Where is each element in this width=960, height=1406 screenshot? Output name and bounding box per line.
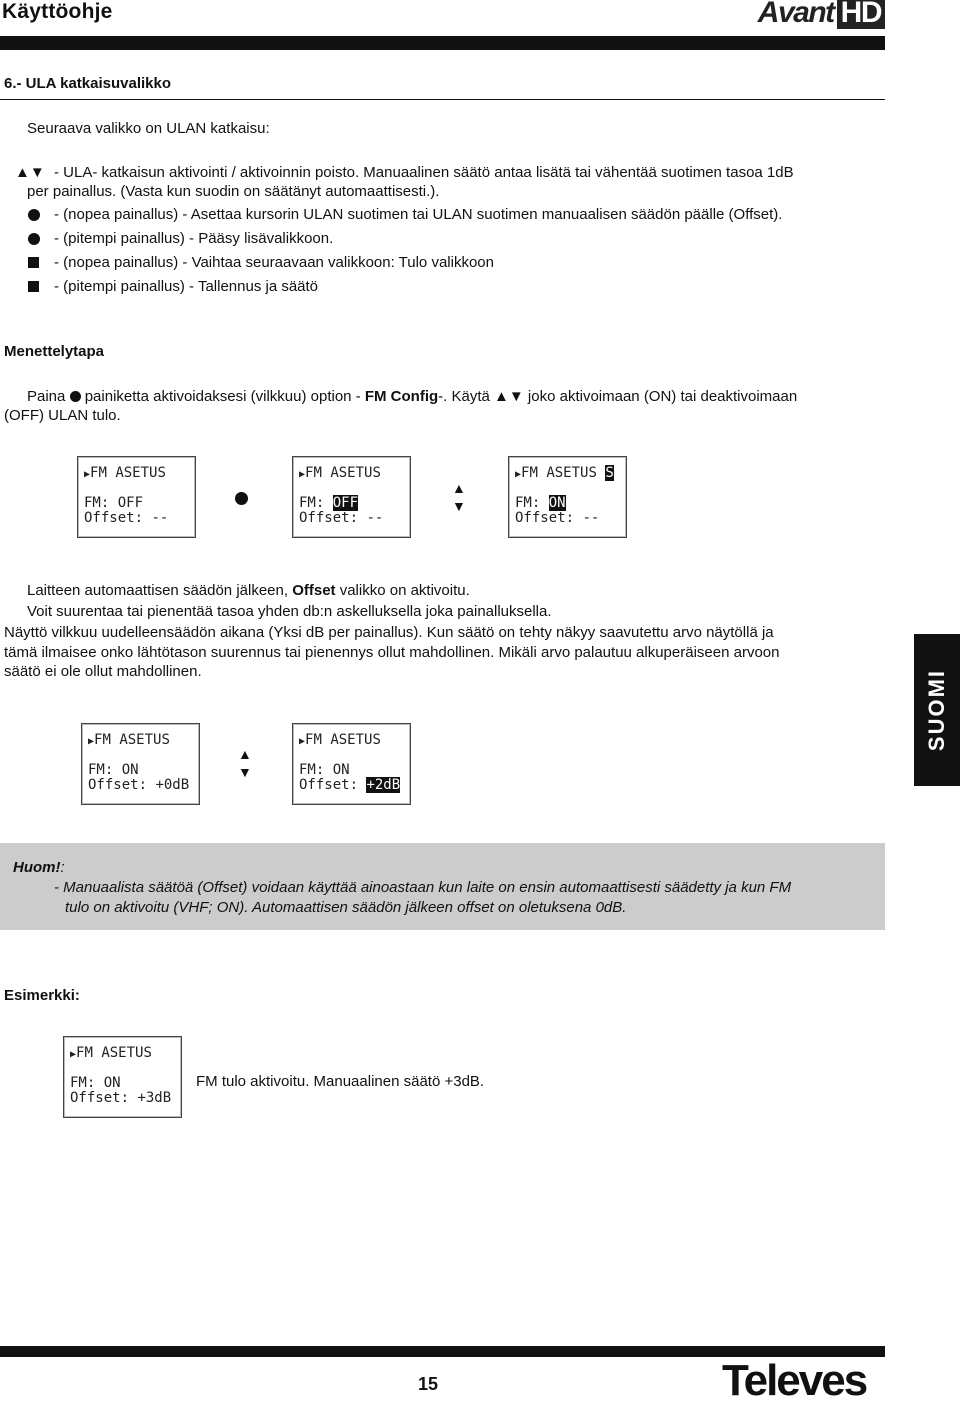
- up-arrow-icon: ▲: [494, 388, 509, 405]
- lcd-display-fm-off: ▶FM ASETUS FM: OFF Offset: --: [77, 456, 196, 538]
- dot-short-text: - (nopea painallus) - Asettaa kursorin ULAN suotimen tai ULAN suotimen manuaalisen säädön päälle (Offset).: [54, 206, 783, 223]
- down-arrow-icon: ▼: [29, 164, 45, 181]
- example-title: Esimerkki:: [4, 987, 80, 1004]
- lcd-display-fm-off-selected: ▶FM ASETUS FM: OFF Offset: --: [292, 456, 411, 538]
- note-title: Huom!:: [13, 859, 65, 876]
- square-short-text: - (nopea painallus) - Vaihtaa seuraavaan valikkoon: Tulo valikkoon: [54, 254, 494, 271]
- after-text-5: säätö ei ole ollut mahdollinen.: [4, 663, 202, 680]
- after-text-1: Laitteen automaattisen säädön jälkeen, Offset valikko on aktivoitu.: [27, 582, 470, 599]
- updown-text-2: per painallus. (Vasta kun suodin on säätänyt automaattisesti.).: [27, 183, 440, 200]
- dot-button-icon: [28, 233, 40, 245]
- after-text-3: Näyttö vilkkuu uudelleensäädön aikana (Yksi dB per painallus). Kun säätö on tehty näkyy saavutettu arvo näytöllä ja: [4, 624, 774, 641]
- down-arrow-icon: ▼: [452, 498, 466, 514]
- updown-text-1: - ULA- katkaisun aktivointi / aktivoinnin poisto. Manuaalinen säätö antaa lisätä tai vähentää suotimen tasoa 1dB: [54, 164, 794, 181]
- intro-text: Seuraava valikko on ULAN katkaisu:: [27, 120, 270, 137]
- dot-button-icon: [235, 492, 248, 505]
- procedure-line-2: (OFF) ULAN tulo.: [4, 407, 121, 424]
- after-text-4: tämä ilmaisee onko lähtötason suurennus tai pienennys ollut mahdollinen. Mikäli arvo palautuu alkuperäiseen arvoon: [4, 644, 780, 661]
- lcd-display-offset-2db: ▶FM ASETUS FM: ON Offset: +2dB: [292, 723, 411, 805]
- cursor-arrow-icon: ▶: [70, 1049, 77, 1060]
- updown-bullet: [15, 163, 45, 183]
- up-arrow-icon: ▲: [15, 164, 30, 181]
- cursor-arrow-icon: ▶: [299, 736, 306, 747]
- dot-button-icon: [28, 209, 40, 221]
- lcd-display-fm-on-selected: ▶FM ASETUS S FM: ON Offset: --: [508, 456, 627, 538]
- document-title: Käyttöohje: [2, 0, 113, 23]
- square-button-icon: [28, 281, 39, 292]
- note-line-1: - Manuaalista säätöä (Offset) voidaan käyttää ainoastaan kun laite on ensin automaattisesti säädetty ja kun FM: [54, 879, 792, 896]
- dot-long-text: - (pitempi painallus) - Pääsy lisävalikkoon.: [54, 230, 334, 247]
- cursor-arrow-icon: ▶: [88, 736, 95, 747]
- note-box: [0, 843, 885, 930]
- cursor-arrow-icon: ▶: [299, 469, 306, 480]
- televes-logo: Televes: [722, 1356, 867, 1405]
- up-arrow-icon: ▲: [452, 480, 466, 496]
- lcd-display-example: ▶FM ASETUS FM: ON Offset: +3dB: [63, 1036, 182, 1118]
- updown-arrows: [452, 479, 466, 515]
- down-arrow-icon: ▼: [238, 764, 252, 780]
- avant-hd-logo: Avant HD: [758, 0, 885, 30]
- square-long-text: - (pitempi painallus) - Tallennus ja säätö: [54, 278, 319, 295]
- down-arrow-icon: ▼: [508, 388, 524, 405]
- page-number: 15: [418, 1374, 439, 1394]
- note-line-2: tulo on aktivoitu (VHF; ON). Automaattisen säädön jälkeen offset on oletuksena 0dB.: [65, 899, 627, 916]
- cursor-arrow-icon: ▶: [84, 469, 91, 480]
- lcd-display-offset-0db: ▶FM ASETUS FM: ON Offset: +0dB: [81, 723, 200, 805]
- after-text-2: Voit suurentaa tai pienentää tasoa yhden db:n askelluksella joka painalluksella.: [27, 603, 552, 620]
- updown-arrows: [238, 745, 252, 781]
- section-title: 6.- ULA katkaisuvalikko: [4, 75, 172, 92]
- square-button-icon: [28, 257, 39, 268]
- language-side-tab: SUOMI: [914, 634, 960, 786]
- procedure-line-1: Paina painiketta aktivoidaksesi (vilkkuu) option - FM Config-. Käytä ▲▼ joko aktivoimaan (ON) tai deaktivoimaan: [27, 388, 798, 405]
- example-caption: FM tulo aktivoitu. Manuaalinen säätö +3dB.: [196, 1073, 485, 1090]
- up-arrow-icon: ▲: [238, 746, 252, 762]
- section-rule: [0, 99, 885, 100]
- header-bar: [0, 36, 885, 50]
- cursor-arrow-icon: ▶: [515, 469, 522, 480]
- procedure-title: Menettelytapa: [4, 343, 105, 360]
- dot-button-icon: [70, 391, 81, 402]
